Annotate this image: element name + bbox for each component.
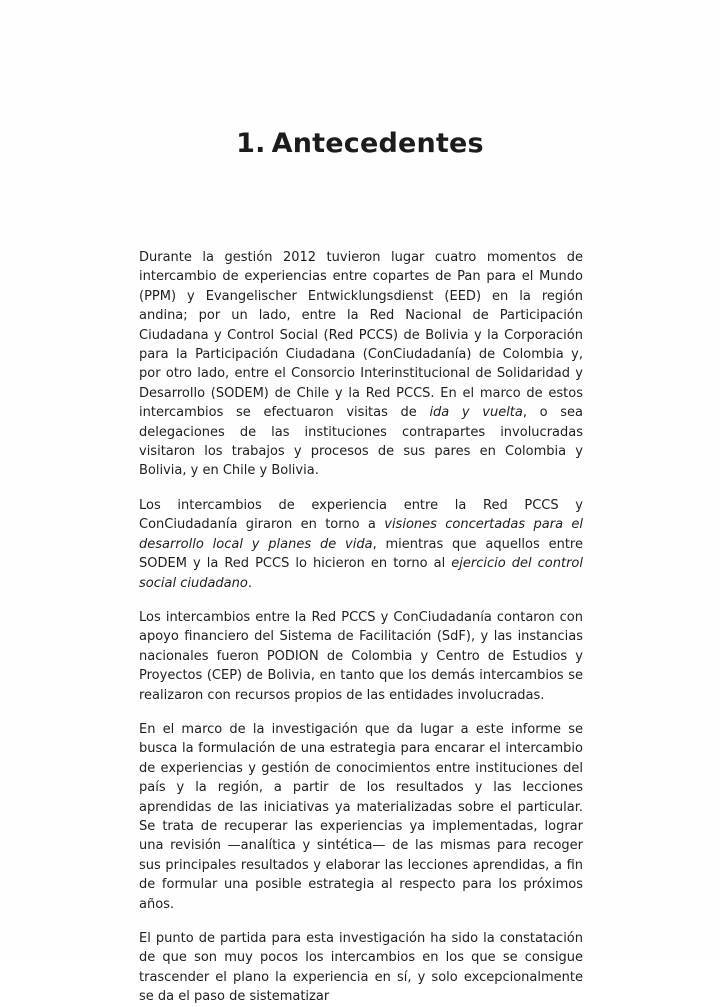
paragraph-1-text-a: Durante la gestión 2012 tuvieron lugar cuatro momentos de intercambio de experiencias entre copartes de Pan para el Mundo (PPM) y Evangelischer Entwicklungsdienst (EED) en la región andina; por un lado, entre la Red Nacional de Participación Ciudadana y Control Social (Red PCCS) de Bolivia y la Corporación para la Participación Ciudadana (ConCiudadanía) de Colombia y, por otro lado, entre el Consorcio Interinstitucional de Solidaridad y Desarrollo (SODEM) de Chile y la Red PCCS. En el marco de estos intercambios se efectuaron visitas de (139, 250, 583, 421)
section-number: 1. (236, 128, 266, 160)
paragraph-3: Los intercambios entre la Red PCCS y ConCiudadanía contaron con apoyo financiero del Sistema de Facilitación (SdF), y las instancias nacionales fueron PODION de Colombia y Centro de Estudios y Proyectos (CEP) de Bolivia, en tanto que los demás intercambios se realizaron con recursos propios de las entidades involucradas. (139, 609, 583, 703)
body-text (139, 248, 583, 1007)
paragraph-2-text-a: Los intercambios de experiencia entre la Red PCCS y ConCiudadanía giraron en torno a (139, 497, 583, 533)
paragraph-5: El punto de partida para esta investigación ha sido la constatación de que son muy pocos los intercambios en los que se consigue trascender el plano la experiencia en sí, y solo excepcionalmente se da el paso de sistematizar (139, 931, 583, 1005)
paragraph-1 (139, 248, 583, 481)
paragraph-1-emphasis: ida y vuelta (429, 405, 523, 421)
paragraph-1-text-b: , o sea delegaciones de las instituciones contrapartes involucradas visitaron los trabajos y procesos de sus pares en Colombia y Bolivia, y en Chile y Bolivia. (139, 405, 583, 479)
paragraph-2 (139, 496, 583, 593)
paragraph-2-text-c: . (247, 575, 252, 591)
paragraph-2-emphasis-1: visiones concertadas para el desarrollo local y planes de vida (139, 517, 584, 552)
paragraph-2-text-b: , mientras que aquellos entre SODEM y la Red PCCS lo hicieron en torno al (139, 536, 583, 572)
paragraph-4: En el marco de la investigación que da lugar a este informe se busca la formulación de una estrategia para encarar el intercambio de experiencias y gestión de conocimientos entre instituciones del país y la región, a partir de los resultados y las lecciones aprendidas de las iniciativas ya materializadas sobre el particular. Se trata de recuperar las experiencias ya implementadas, lograr una revisión —analítica y sintética— de las mismas para recoger sus principales resultados y elaborar las lecciones aprendidas, a fin de formular una posible estrategia al respecto para los próximos años. (139, 721, 583, 912)
section-heading (0, 128, 720, 159)
section-title: Antecedentes (271, 128, 484, 160)
paragraph-2-emphasis-2: ejercicio del control social ciudadano (139, 556, 583, 591)
